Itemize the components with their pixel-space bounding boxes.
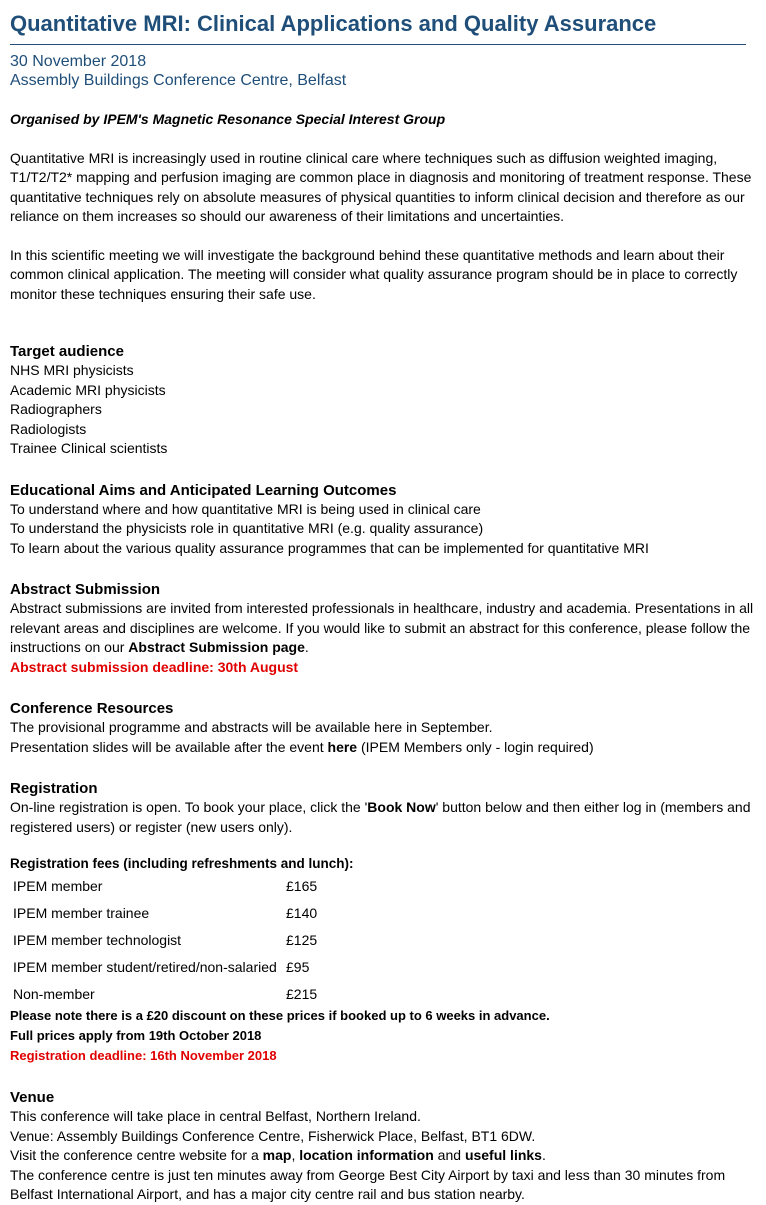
list-item: NHS MRI physicists — [10, 362, 134, 378]
registration-deadline: Registration deadline: 16th November 2018 — [10, 1048, 277, 1063]
fee-price: £215 — [286, 986, 318, 1002]
aims-heading: Educational Aims and Anticipated Learning Outcomes — [10, 481, 397, 499]
fee-label: IPEM member — [13, 878, 103, 894]
venue-sep-1: , — [291, 1147, 300, 1163]
fee-price: £165 — [286, 878, 318, 894]
resources-line-1: The provisional programme and abstracts will be available here in September. — [10, 719, 493, 735]
fee-price: £125 — [286, 932, 318, 948]
event-location: Assembly Buildings Conference Centre, Belfast — [10, 72, 347, 89]
fees-heading: Registration fees (including refreshments and lunch): — [10, 856, 354, 871]
map-link[interactable]: map — [262, 1147, 292, 1163]
table-row — [10, 904, 317, 931]
intro-paragraph-1: Quantitative MRI is increasingly used in routine clinical care where techniques such as diffusion weighted imaging, T1/T2/T2* mapping and perfusion imaging are common place in diagnosis and monitoring of treatment response. These quantitative techniques rely on absolute measures of physical quantities to inform clinical decision and therefore as our reliance on them increases so should our awareness of their limitations and uncertainties. — [10, 149, 752, 224]
abstract-submission-link[interactable]: Abstract Submission page — [128, 639, 305, 655]
venue-line-3-text: Visit the conference centre website for a — [10, 1147, 263, 1163]
list-item: Academic MRI physicists — [10, 381, 166, 398]
list-item: Radiologists — [10, 420, 87, 437]
discount-note: Please note there is a £20 discount on these prices if booked up to 6 weeks in advance. — [10, 1008, 550, 1023]
venue-line-3 — [10, 1146, 756, 1166]
venue-line-4: The conference centre is just ten minutes away from George Best City Airport by taxi and less than 30 minutes from Belfast International Airport, and has a major city centre rail and bus station nearby. — [10, 1166, 726, 1202]
abstract-text — [10, 599, 756, 658]
table-row — [10, 931, 317, 958]
fee-price: £140 — [286, 905, 318, 921]
abstract-heading: Abstract Submission — [10, 581, 161, 598]
full-prices-note: Full prices apply from 19th October 2018 — [10, 1028, 262, 1043]
fee-label: IPEM member student/retired/non-salaried — [13, 959, 277, 975]
list-item: Radiographers — [10, 401, 102, 417]
fee-label: IPEM member trainee — [13, 905, 150, 921]
venue-sep-2: and — [433, 1147, 465, 1163]
table-row — [10, 958, 317, 985]
abstract-deadline: Abstract submission deadline: 30th August — [10, 658, 299, 675]
list-item: To understand the physicists role in quantitative MRI (e.g. quality assurance) — [10, 520, 484, 536]
venue-line-1: This conference will take place in central Belfast, Northern Ireland. — [10, 1108, 421, 1124]
resources-line-2-text: Presentation slides will be available after the event — [10, 738, 328, 755]
target-audience-list — [10, 361, 756, 459]
resources-heading: Conference Resources — [10, 700, 174, 717]
fee-label: Non-member — [13, 986, 95, 1002]
abstract-text-end: . — [304, 639, 309, 655]
fee-label: IPEM member technologist — [13, 932, 182, 948]
fees-table — [10, 877, 317, 1012]
registration-text — [10, 798, 756, 837]
useful-links-link[interactable]: useful links — [464, 1147, 542, 1163]
venue-line-2: Venue: Assembly Buildings Conference Centre, Fisherwick Place, Belfast, BT1 6DW. — [10, 1127, 536, 1144]
list-item: To learn about the various quality assurance programmes that can be implemented for quantitative MRI — [10, 539, 649, 556]
organiser-note: Organised by IPEM's Magnetic Resonance Special Interest Group — [10, 111, 446, 127]
venue-heading: Venue — [10, 1089, 55, 1106]
list-item: To understand where and how quantitative MRI is being used in clinical care — [10, 500, 481, 517]
resources-line-2 — [10, 738, 756, 758]
location-information-link[interactable]: location information — [299, 1147, 434, 1163]
target-audience-heading: Target audience — [10, 343, 124, 360]
abstract-text-body: Abstract submissions are invited from interested professionals in healthcare, industry and academia. Presentations in all relevant areas and disciplines are welcome. If you would like to submit an abstract for this conference, please follow the instructions on our — [10, 600, 754, 655]
page-title: Quantitative MRI: Clinical Applications and Quality Assurance — [10, 0, 746, 45]
venue-line-3-end: . — [541, 1147, 546, 1163]
registration-text-end: ' button below and then either log in (members and registered users) or register (new users only). — [10, 799, 751, 835]
intro-paragraph-2: In this scientific meeting we will investigate the background behind these quantitative methods and learn about their common clinical application. The meeting will consider what quality assurance program should be in place to correctly monitor these techniques ensuring their safe use. — [10, 246, 738, 302]
registration-heading: Registration — [10, 780, 98, 797]
fee-price: £95 — [286, 959, 310, 975]
registration-text-body: On-line registration is open. To book your place, click the ' — [10, 799, 368, 815]
resources-line-2-end: (IPEM Members only - login required) — [357, 738, 594, 755]
list-item: Trainee Clinical scientists — [10, 440, 168, 456]
book-now-mention: Book Now — [367, 799, 436, 815]
slides-link[interactable]: here — [327, 738, 358, 755]
event-date: 30 November 2018 — [10, 53, 147, 70]
aims-list — [10, 500, 756, 559]
table-row — [10, 877, 317, 904]
